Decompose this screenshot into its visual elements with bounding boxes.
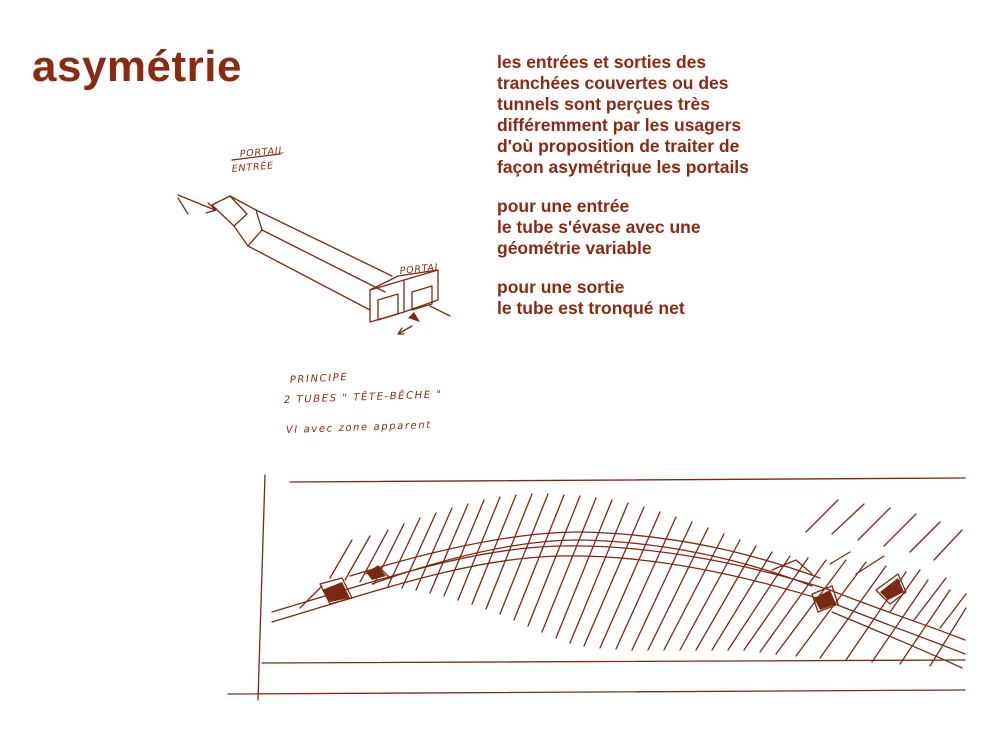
text-line: tunnels sont perçues très	[497, 94, 710, 114]
label-principle: PRINCIPE	[289, 371, 349, 386]
text-line: d'où proposition de traiter de	[497, 136, 740, 156]
label-two-tubes: 2 TUBES " TÊTE-BÊCHE "	[283, 389, 443, 406]
text-line: pour une entrée	[497, 196, 630, 216]
text-line: le tube est tronqué net	[497, 298, 685, 318]
slide-title: asymétrie	[32, 42, 242, 91]
text-line: géométrie variable	[497, 238, 652, 258]
tube-sketch	[178, 154, 450, 334]
text-line: différemment par les usagers	[497, 115, 742, 135]
text-line: façon asymétrique les portails	[497, 157, 749, 177]
label-portal-right: PORTAI	[399, 261, 439, 277]
text-line: pour une sortie	[497, 277, 625, 297]
label-portal-top: PORTAIL	[239, 145, 286, 160]
text-line: les entrées et sorties des	[497, 52, 707, 72]
text-line: le tube s'évase avec une	[497, 217, 701, 237]
label-vi-zone: VI avec zone apparent	[285, 419, 432, 436]
text-line: tranchées couvertes ou des	[497, 73, 729, 93]
label-entry: ENTRÉE	[231, 160, 275, 175]
